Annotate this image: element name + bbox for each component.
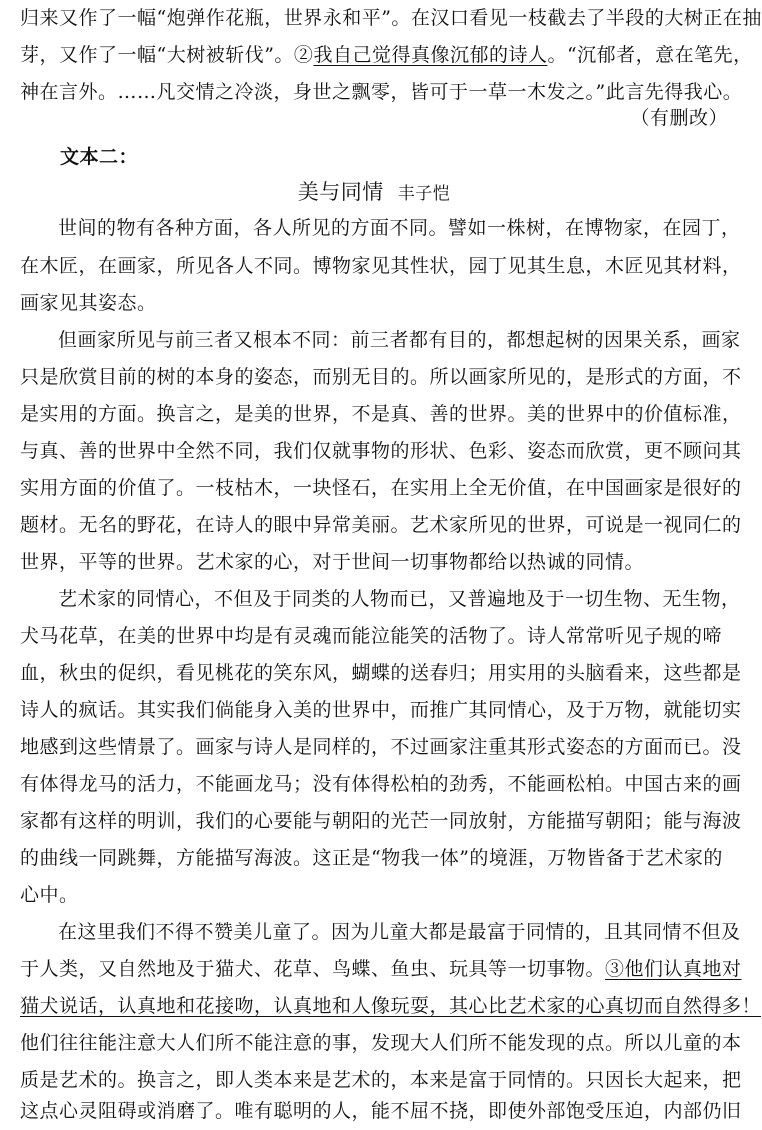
p3-line-8: 的曲线一同跳舞，方能描写海波。这正是“物我一体”的境涯，万物皆备于艺术家的: [20, 847, 723, 869]
p4-line-2: [20, 951, 742, 988]
p2-line-7: 世界，平等的世界。艺术家的心，对于世间一切事物都给以热诚的同情。: [20, 551, 645, 573]
underlined-sentence-2: 我自己觉得真像沉郁的诗人: [313, 44, 548, 66]
p4-line-5: 质是艺术的。换言之，即人类本来是艺术的，本来是富于同情的。只因长大起来，把: [20, 1069, 742, 1091]
underlined-sentence-3-end: 猫犬说话，认真地和花接吻，认真地和人像玩耍，其心比艺术家的心真切而自然得多！: [20, 995, 762, 1017]
p1-line-2: 在木匠，在画家，所见各人不同。博物家见其性状，园丁见其生息，木匠见其材料，: [20, 255, 742, 277]
text1-line-2-start: 芽，又作了一幅“大树被斩伐”。②: [20, 44, 314, 66]
text2-label: 文本二：: [60, 146, 139, 168]
p2-line-6: 题材。无名的野花，在诗人的眼中异常美丽。艺术家所见的世界，可说是一视同仁的: [20, 514, 742, 536]
p3-line-1: 艺术家的同情心，不但及于同类的人物而已，又普遍地及于一切生物、无生物，: [58, 588, 741, 610]
p2-line-3: 是实用的方面。换言之，是美的世界，不是真、善的世界。美的世界中的价值标准，: [20, 403, 742, 425]
p4-line-4: 他们往往能注意大人们所不能注意的事，发现大人们所不能发现的点。所以儿童的本: [20, 1032, 742, 1054]
p3-line-3: 血，秋虫的促织，看见桃花的笑东风，蝴蝶的送春归；用实用的头脑看来，这些都是: [20, 662, 742, 684]
p3-line-4: 诗人的疯话。其实我们倘能身入美的世界中，而推广其同情心，及于万物，就能切实: [20, 699, 742, 721]
p2-line-4: 与真、善的世界中全然不同，我们仅就事物的形状、色彩、姿态而欣赏，更不顾问其: [20, 440, 742, 462]
text1-line-3: 神在言外。……凡交情之冷淡，身世之飘零，皆可于一草一木发之。”此言先得我心。: [20, 81, 743, 103]
p2-line-5: 实用方面的价值了。一枝枯木，一块怪石，在实用上全无价值，在中国画家是很好的: [20, 477, 742, 499]
text1-line-2: [20, 37, 753, 74]
edit-note: （有删改）: [630, 107, 728, 129]
p3-line-2: 犬马花草，在美的世界中均是有灵魂而能泣能笑的活物了。诗人常常听见子规的啼: [20, 625, 723, 647]
p2-line-2: 只是欣赏目前的树的本身的姿态，而别无目的。所以画家所见的，是形式的方面，不: [20, 366, 742, 388]
essay-author: 丰子恺: [397, 184, 451, 204]
p4-line-1: 在这里我们不得不赞美儿童了。因为儿童大都是最富于同情的，且其同情不但及: [58, 921, 741, 943]
text1-line-2-end: 。“沉郁者，意在笔先，: [547, 44, 753, 66]
p1-line-3: 画家见其姿态。: [20, 292, 157, 314]
p4-line-6: 这点心灵阻碍或消磨了。唯有聪明的人，能不屈不挠，即使外部饱受压迫，内部仍旧: [20, 1100, 742, 1122]
text1-line-1: 归来又作了一幅“炮弹作花瓶，世界永和平”。在汉口看见一枝截去了半段的大树正在抽: [20, 7, 762, 29]
p1-line-1: 世间的物有各种方面，各人所见的方面不同。譬如一株树，在博物家，在园丁，: [58, 217, 741, 239]
p4-line-3: [20, 988, 762, 1025]
p3-line-5: 地感到这些情景了。画家与诗人是同样的，不过画家注重其形式姿态的方面而已。没: [20, 736, 742, 758]
p3-line-7: 家都有这样的明训，我们的心要能与朝阳的光芒一同放射，方能描写朝阳；能与海波: [20, 810, 742, 832]
underlined-sentence-3-start: ③他们认真地对: [605, 958, 742, 980]
p3-line-6: 有体得龙马的活力，不能画龙马；没有体得松柏的劲秀，不能画松柏。中国古来的画: [20, 773, 742, 795]
essay-title: 美与同情: [297, 180, 384, 204]
p2-line-1: 但画家所见与前三者又根本不同：前三者都有目的，都想起树的因果关系，画家: [58, 329, 741, 351]
essay-title-line: [20, 174, 728, 211]
p4-line-2-start: 于人类，又自然地及于猫犬、花草、鸟蝶、鱼虫、玩具等一切事物。: [20, 958, 606, 980]
p3-line-9: 心中。: [20, 884, 79, 906]
